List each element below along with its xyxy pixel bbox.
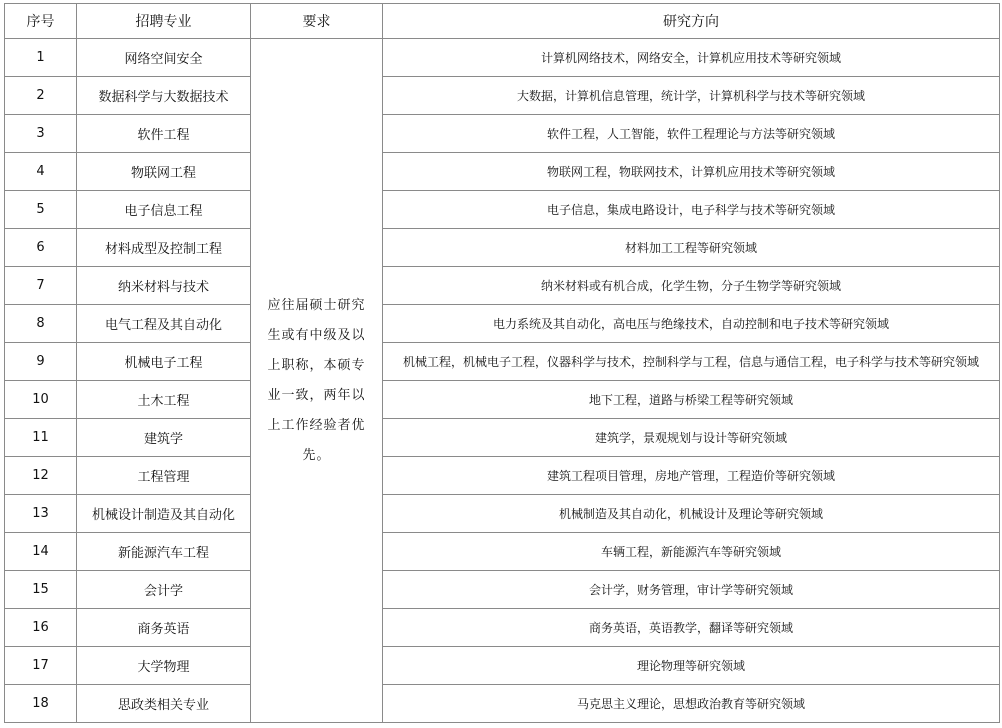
table-row [5,495,1000,533]
header-major: 招聘专业 [77,4,251,39]
row-seq: 9 [5,343,77,381]
row-seq: 11 [5,419,77,457]
row-direction: 建筑工程项目管理，房地产管理，工程造价等研究领域 [383,457,1000,495]
row-seq: 18 [5,685,77,723]
recruitment-table [4,3,1000,723]
table-row [5,267,1000,305]
row-major: 机械设计制造及其自动化 [77,495,251,533]
header-seq: 序号 [5,4,77,39]
requirement-cell: 应往届硕士研究生或有中级及以上职称，本硕专业一致，两年以上工作经验者优先。 [251,39,383,723]
table-row [5,381,1000,419]
row-seq: 16 [5,609,77,647]
row-seq: 1 [5,39,77,77]
table-row [5,191,1000,229]
row-major: 土木工程 [77,381,251,419]
row-major: 数据科学与大数据技术 [77,77,251,115]
table-row [5,609,1000,647]
row-major: 思政类相关专业 [77,685,251,723]
row-major: 新能源汽车工程 [77,533,251,571]
table-row [5,571,1000,609]
table-row [5,115,1000,153]
row-major: 会计学 [77,571,251,609]
row-major: 商务英语 [77,609,251,647]
row-direction: 电力系统及其自动化，高电压与绝缘技术，自动控制和电子技术等研究领域 [383,305,1000,343]
row-major: 电子信息工程 [77,191,251,229]
table-row [5,39,1000,77]
row-direction: 机械制造及其自动化，机械设计及理论等研究领域 [383,495,1000,533]
table-header-row [5,4,1000,39]
row-direction: 大数据，计算机信息管理，统计学，计算机科学与技术等研究领域 [383,77,1000,115]
row-direction: 软件工程，人工智能，软件工程理论与方法等研究领域 [383,115,1000,153]
row-major: 建筑学 [77,419,251,457]
table-row [5,153,1000,191]
table-row [5,647,1000,685]
row-direction: 车辆工程，新能源汽车等研究领域 [383,533,1000,571]
row-direction: 物联网工程，物联网技术，计算机应用技术等研究领域 [383,153,1000,191]
row-seq: 7 [5,267,77,305]
row-direction: 纳米材料或有机合成，化学生物，分子生物学等研究领域 [383,267,1000,305]
row-major: 材料成型及控制工程 [77,229,251,267]
row-direction: 建筑学，景观规划与设计等研究领域 [383,419,1000,457]
table-row [5,305,1000,343]
header-requirement: 要求 [251,4,383,39]
row-seq: 12 [5,457,77,495]
row-seq: 8 [5,305,77,343]
table-row [5,685,1000,723]
table-row [5,457,1000,495]
row-seq: 3 [5,115,77,153]
row-direction: 理论物理等研究领域 [383,647,1000,685]
row-seq: 14 [5,533,77,571]
row-major: 电气工程及其自动化 [77,305,251,343]
row-seq: 2 [5,77,77,115]
row-seq: 15 [5,571,77,609]
table-row [5,343,1000,381]
row-direction: 会计学，财务管理，审计学等研究领域 [383,571,1000,609]
row-major: 大学物理 [77,647,251,685]
row-direction: 机械工程，机械电子工程，仪器科学与技术，控制科学与工程，信息与通信工程，电子科学与技术等研究领域 [383,343,1000,381]
row-direction: 商务英语，英语教学，翻译等研究领域 [383,609,1000,647]
row-seq: 17 [5,647,77,685]
table-row [5,419,1000,457]
row-major: 机械电子工程 [77,343,251,381]
row-major: 工程管理 [77,457,251,495]
row-direction: 电子信息，集成电路设计，电子科学与技术等研究领域 [383,191,1000,229]
row-major: 物联网工程 [77,153,251,191]
row-seq: 13 [5,495,77,533]
row-direction: 计算机网络技术，网络安全，计算机应用技术等研究领域 [383,39,1000,77]
table-row [5,533,1000,571]
row-seq: 10 [5,381,77,419]
table-row [5,229,1000,267]
row-seq: 5 [5,191,77,229]
row-direction: 材料加工工程等研究领域 [383,229,1000,267]
row-major: 网络空间安全 [77,39,251,77]
row-seq: 6 [5,229,77,267]
row-seq: 4 [5,153,77,191]
table-row [5,77,1000,115]
row-direction: 马克思主义理论，思想政治教育等研究领域 [383,685,1000,723]
row-major: 纳米材料与技术 [77,267,251,305]
row-direction: 地下工程，道路与桥梁工程等研究领域 [383,381,1000,419]
header-direction: 研究方向 [383,4,1000,39]
row-major: 软件工程 [77,115,251,153]
